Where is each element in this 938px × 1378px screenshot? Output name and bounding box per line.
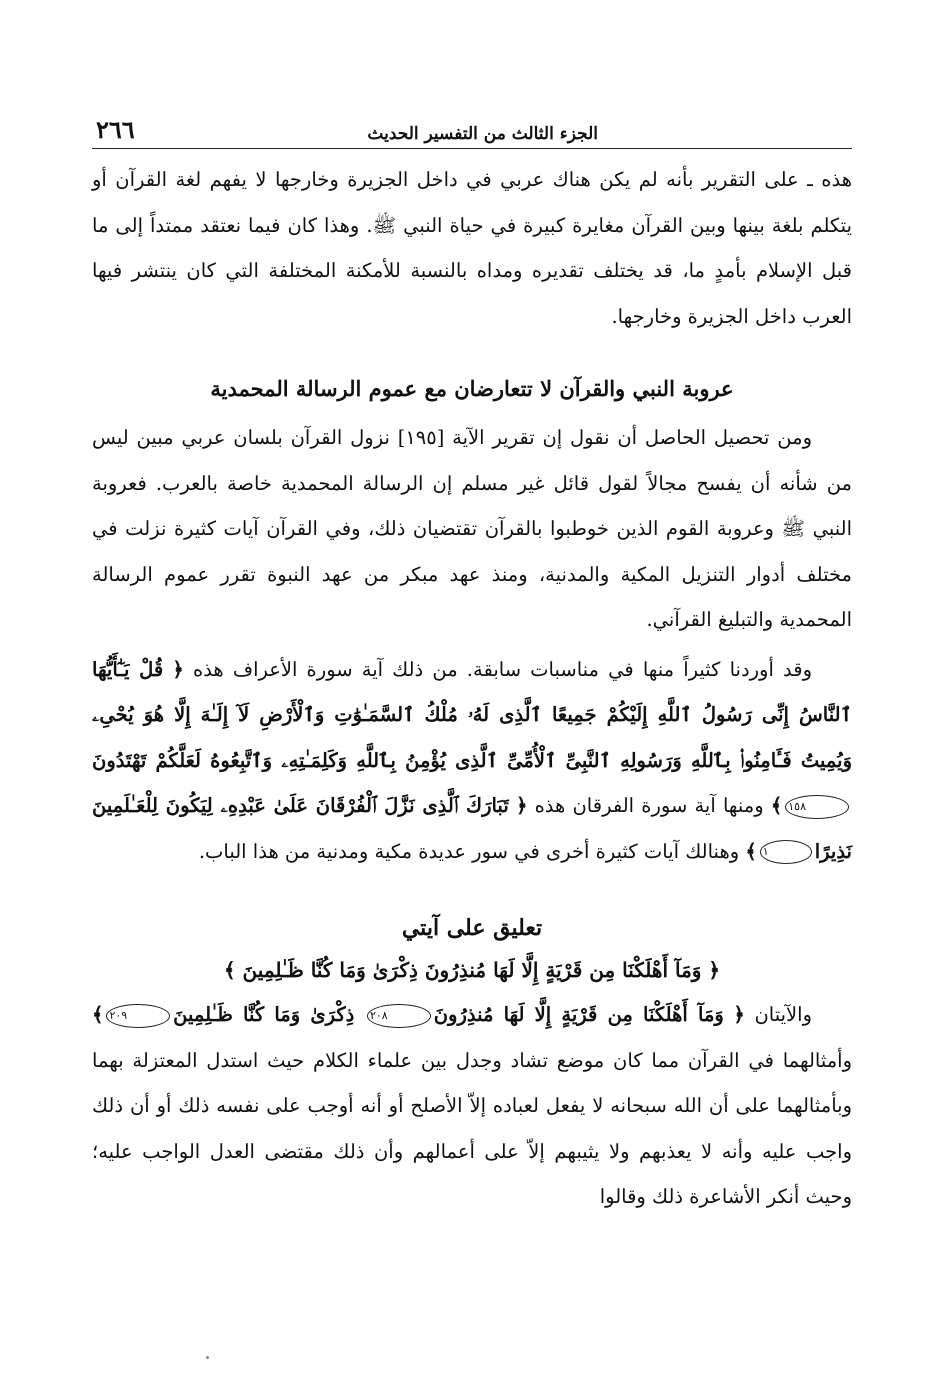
paragraph-4-text: وأمثالهما في القرآن مما كان موضع تشاد وجدل بين علماء الكلام حيث استدل المعتزلة بهما وبأمثالهما على أن الله سبحانه لا يفعل لعباده إلاّ الأصلح أو أنه أوجب على نفسه ذلك أو أن ذلك واجب عليه وأنه لا يعذبهم ولا يثيبهم إلاّ على أعمالهم وأن ذلك مقتضى العدل الواجب عليه؛ وحيث أنكر الأشاعرة ذلك وقالوا (92, 1048, 852, 1208)
quran-verse-araf: قُلْ يَـٰٓأَيُّهَا ٱلنَّاسُ إِنِّى رَسُولُ ٱللَّهِ إِلَيْكُمْ جَمِيعًا ٱلَّذِى لَهُۥ مُلْكُ ٱلسَّمَـٰوَٰتِ وَٱلْأَرْضِ لَآ إِلَـٰهَ إِلَّا هُوَ يُحْىِۦ وَيُمِيتُ فَـَٔامِنُوا۟ بِٱللَّهِ وَرَسُولِهِ ٱلنَّبِىِّ ٱلْأُمِّىِّ ٱلَّذِى يُؤْمِنُ بِٱللَّهِ وَكَلِمَـٰتِهِۦ وَٱتَّبِعُوهُ لَعَلَّكُمْ تَهْتَدُونَ (92, 657, 852, 772)
page-header (92, 108, 852, 149)
section-heading-2: تعليق على آيتي (401, 915, 543, 941)
paragraph-1: هذه ـ على التقرير بأنه لم يكن هناك عربي في داخل الجزيرة وخارجها لا يفهم لغة القرآن أو يتكلم بلغة بينها وبين القرآن مغايرة كبيرة في حياة النبي ﷺ. وهذا كان فيما نعتقد ممتداً إلى ما قبل الإسلام بأمدٍ ما، قد يختلف تقديره ومداه بالنسبة للأمكنة المختلفة التي كان ينتشر فيها العرب داخل الجزيرة وخارجها. (92, 168, 852, 328)
ayah-number-marker: ٢٠٨ (367, 1004, 431, 1028)
quran-verse-209: ذِكْرَىٰ وَمَا كُنَّا ظَـٰلِمِينَ (173, 1003, 355, 1026)
paragraph-3-intro: وقد أوردنا كثيراً منها في مناسبات سابقة. من ذلك آية سورة الأعراف هذه (192, 657, 812, 681)
paragraph-3-mid: ومنها آية سورة الفرقان هذه (534, 794, 764, 817)
verse-close-bracket: ﴾ (92, 1003, 104, 1026)
paragraph-4-intro: والآيتان (754, 1003, 812, 1026)
paragraph-3 (92, 647, 852, 875)
book-page (92, 108, 852, 1220)
ayah-number-marker: ١ (760, 840, 812, 864)
quran-verse-208: وَمَآ أَهْلَكْنَا مِن قَرْيَةٍ إِلَّا لَهَا مُنذِرُونَ (433, 1003, 724, 1026)
heading-verse: ﴿ وَمَآ أَهْلَكْنَا مِن قَرْيَةٍ إِلَّا لَهَا مُنذِرُونَ ذِكْرَىٰ وَمَا كُنَّا ظَـٰلِمِينَ ﴾ (223, 958, 721, 982)
verse-close-bracket: ﴾ (770, 794, 783, 817)
ayah-number-marker: ١٥٨ (785, 795, 849, 819)
verse-close-bracket: ﴾ (745, 839, 757, 863)
paragraph-4 (92, 992, 852, 1220)
section-heading-1: عروبة النبي والقرآن لا تتعارضان مع عموم الرسالة المحمدية (210, 376, 734, 401)
quran-verse-furqan: تَبَارَكَ ٱلَّذِى نَزَّلَ ٱلْفُرْقَانَ عَلَىٰ عَبْدِهِۦ لِيَكُونَ لِلْعَـٰلَمِينَ نَذِيرًا (92, 794, 852, 863)
scan-speck (206, 1356, 209, 1359)
paragraph-2: ومن تحصيل الحاصل أن نقول إن تقرير الآية [١٩٥] نزول القرآن بلسان عربي مبين ليس من شأنه أن يفسح مجالاً لقول قائل غير مسلم إن الرسالة المحمدية خاصة بالعرب. فعروبة النبي ﷺ وعروبة القوم الذين خوطبوا بالقرآن تقتضيان ذلك، وفي القرآن آيات كثيرة نزلت في مختلف أدوار التنزيل المكية والمدنية، ومنذ عهد مبكر من عهد النبوة تقرر عموم الرسالة المحمدية والتبليغ القرآني. (92, 426, 852, 631)
running-title: الجزء الثالث من التفسير الحديث (367, 124, 598, 144)
verse-open-bracket: ﴿ (172, 657, 184, 681)
page-number: ٢٦٦ (96, 115, 135, 144)
paragraph-3-outro: وهنالك آيات كثيرة أخرى في سور عديدة مكية ومدنية من هذا الباب. (198, 839, 740, 863)
verse-open-bracket: ﴿ (733, 1003, 745, 1026)
verse-open-bracket: ﴿ (515, 794, 528, 817)
ayah-number-marker: ٢٠٩ (106, 1004, 170, 1028)
